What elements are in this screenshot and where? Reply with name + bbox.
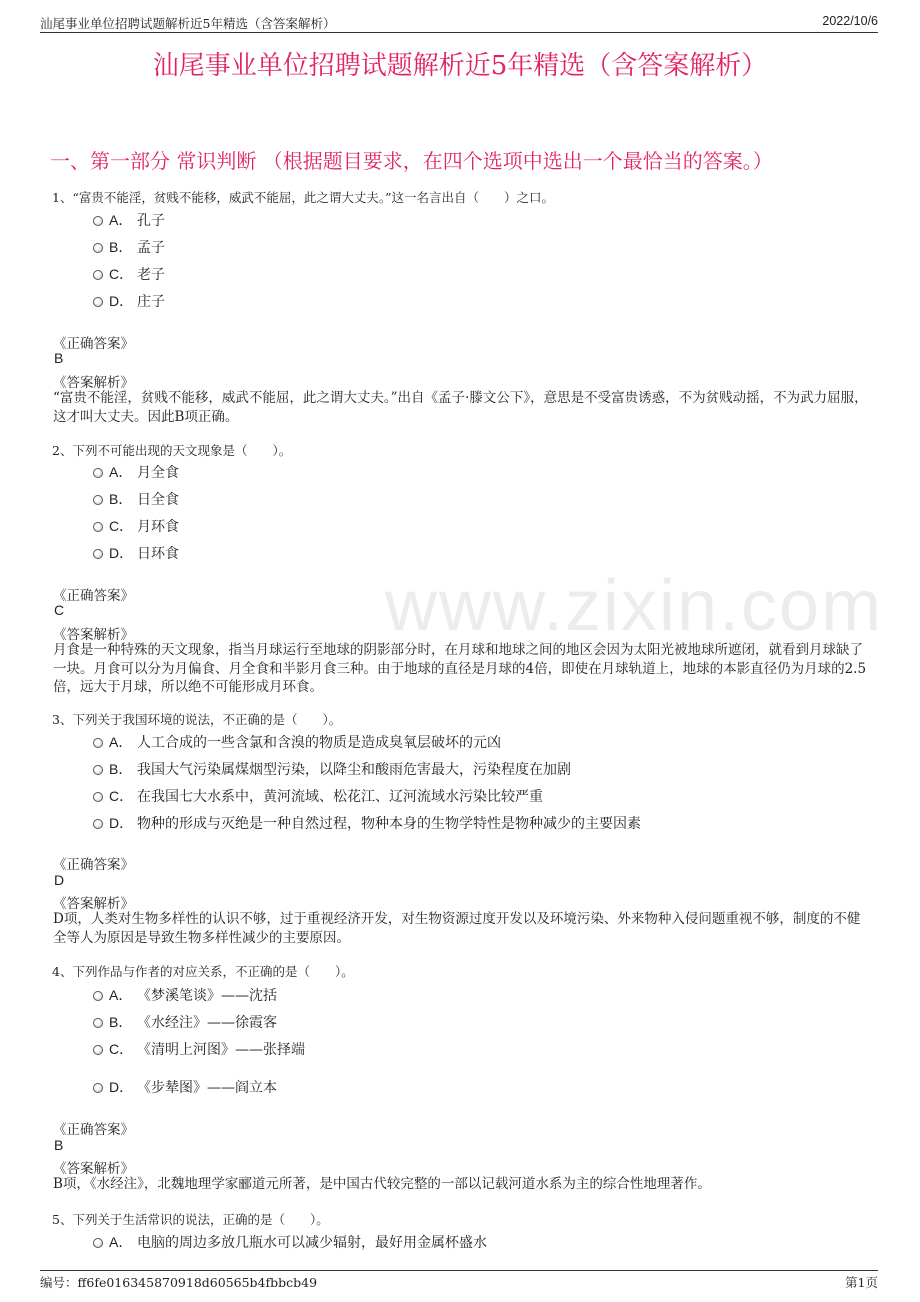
radio-icon[interactable] <box>93 765 103 775</box>
q1-answer: B <box>54 350 64 366</box>
q1-analysis: “富贵不能淫，贫贱不能移，威武不能屈，此之谓大丈夫。”出自《孟子·滕文公下》，意思是不受富贵诱惑，不为贫贱动摇，不为武力屈服，这才叫大丈夫。因此B项正确。 <box>53 390 868 425</box>
radio-icon[interactable] <box>93 1083 103 1093</box>
radio-icon[interactable] <box>93 270 103 280</box>
radio-icon[interactable] <box>93 243 103 253</box>
q4-answer: B <box>54 1137 64 1153</box>
header-date: 2022/10/6 <box>822 14 878 28</box>
q3-option-d[interactable]: D． 物种的形成与灭绝是一种自然过程，物种本身的生物学特性是物种减少的主要因素 <box>93 813 641 833</box>
q2-option-b[interactable]: B． 日全食 <box>93 489 179 509</box>
radio-icon[interactable] <box>93 738 103 748</box>
analysis-label: 《答案解析》 <box>53 1161 134 1177</box>
q3-option-a[interactable]: A． 人工合成的一些含氯和含溴的物质是造成臭氧层破坏的元凶 <box>93 732 501 752</box>
q3-answer: D <box>54 872 65 888</box>
correct-answer-label: 《正确答案》 <box>53 588 134 604</box>
question-4-text: 4、下列作品与作者的对应关系，不正确的是（ ）。 <box>52 964 354 979</box>
q1-option-a[interactable]: A． 孔子 <box>93 210 165 230</box>
q2-option-a[interactable]: A． 月全食 <box>93 462 179 482</box>
radio-icon[interactable] <box>93 792 103 802</box>
analysis-label: 《答案解析》 <box>53 896 134 912</box>
q4-analysis: B项，《水经注》，北魏地理学家郦道元所著，是中国古代较完整的一部以记载河道水系为主的综合性地理著作。 <box>53 1176 711 1192</box>
question-1-text: 1、“富贵不能淫，贫贱不能移，威武不能屈，此之谓大丈夫。”这一名言出自（ ）之口。 <box>52 190 554 205</box>
q1-option-d[interactable]: D． 庄子 <box>93 291 165 311</box>
q4-option-b[interactable]: B． 《水经注》——徐霞客 <box>93 1012 277 1032</box>
q2-option-c[interactable]: C． 月环食 <box>93 516 179 536</box>
radio-icon[interactable] <box>93 1018 103 1028</box>
footer-code: 编号：ff6fe016345870918d60565b4fbbcb49 <box>40 1275 318 1290</box>
radio-icon[interactable] <box>93 1045 103 1055</box>
radio-icon[interactable] <box>93 549 103 559</box>
q4-option-c[interactable]: C． 《清明上河图》——张择端 <box>93 1039 305 1059</box>
q3-option-b[interactable]: B． 我国大气污染属煤烟型污染，以降尘和酸雨危害最大，污染程度在加剧 <box>93 759 571 779</box>
correct-answer-label: 《正确答案》 <box>53 1122 134 1138</box>
watermark: www.zixin.com <box>385 566 884 646</box>
radio-icon[interactable] <box>93 468 103 478</box>
analysis-label: 《答案解析》 <box>53 627 134 643</box>
radio-icon[interactable] <box>93 495 103 505</box>
page-header <box>40 14 878 33</box>
correct-answer-label: 《正确答案》 <box>53 857 134 873</box>
correct-answer-label: 《正确答案》 <box>53 336 134 352</box>
q2-answer: C <box>54 602 65 618</box>
q1-option-c[interactable]: C． 老子 <box>93 264 165 284</box>
q1-option-b[interactable]: B． 孟子 <box>93 237 165 257</box>
question-5-text: 5、下列关于生活常识的说法，正确的是（ ）。 <box>52 1212 329 1227</box>
radio-icon[interactable] <box>93 216 103 226</box>
analysis-label: 《答案解析》 <box>53 375 134 391</box>
q2-option-d[interactable]: D． 日环食 <box>93 543 179 563</box>
radio-icon[interactable] <box>93 819 103 829</box>
header-doc-title: 汕尾事业单位招聘试题解析近5年精选（含答案解析） <box>40 16 336 31</box>
q4-option-d[interactable]: D． 《步辇图》——阎立本 <box>93 1077 277 1097</box>
q2-analysis: 月食是一种特殊的天文现象，指当月球运行至地球的阴影部分时，在月球和地球之间的地区会因为太阳光被地球所遮闭，就看到月球缺了一块。月食可以分为月偏食、月全食和半影月食三种。由于地球的直径是月球的4倍，即使在月球轨道上，地球的本影直径仍为月球的2.5倍，远大于月球，所以绝不可能形成月环食。 <box>53 642 867 695</box>
question-2-text: 2、下列不可能出现的天文现象是（ ）。 <box>52 443 292 458</box>
document-title: 汕尾事业单位招聘试题解析近5年精选（含答案解析） <box>152 51 768 81</box>
page-footer <box>40 1270 878 1291</box>
q4-option-a[interactable]: A． 《梦溪笔谈》——沈括 <box>93 985 277 1005</box>
q3-option-c[interactable]: C． 在我国七大水系中，黄河流域、松花江、辽河流域水污染比较严重 <box>93 786 543 806</box>
radio-icon[interactable] <box>93 991 103 1001</box>
radio-icon[interactable] <box>93 297 103 307</box>
q5-option-a[interactable]: A． 电脑的周边多放几瓶水可以减少辐射，最好用金属杯盛水 <box>93 1232 487 1252</box>
question-3-text: 3、下列关于我国环境的说法，不正确的是（ ）。 <box>52 712 342 727</box>
footer-page-number: 第1页 <box>845 1275 878 1290</box>
radio-icon[interactable] <box>93 1238 103 1248</box>
q3-analysis: D项，人类对生物多样性的认识不够，过于重视经济开发，对生物资源过度开发以及环境污染、外来物种入侵问题重视不够，制度的不健全等人为原因是导致生物多样性减少的主要原因。 <box>53 911 861 946</box>
section-heading: 一、第一部分 常识判断 （根据题目要求，在四个选项中选出一个最恰当的答案。） <box>50 149 773 173</box>
radio-icon[interactable] <box>93 522 103 532</box>
